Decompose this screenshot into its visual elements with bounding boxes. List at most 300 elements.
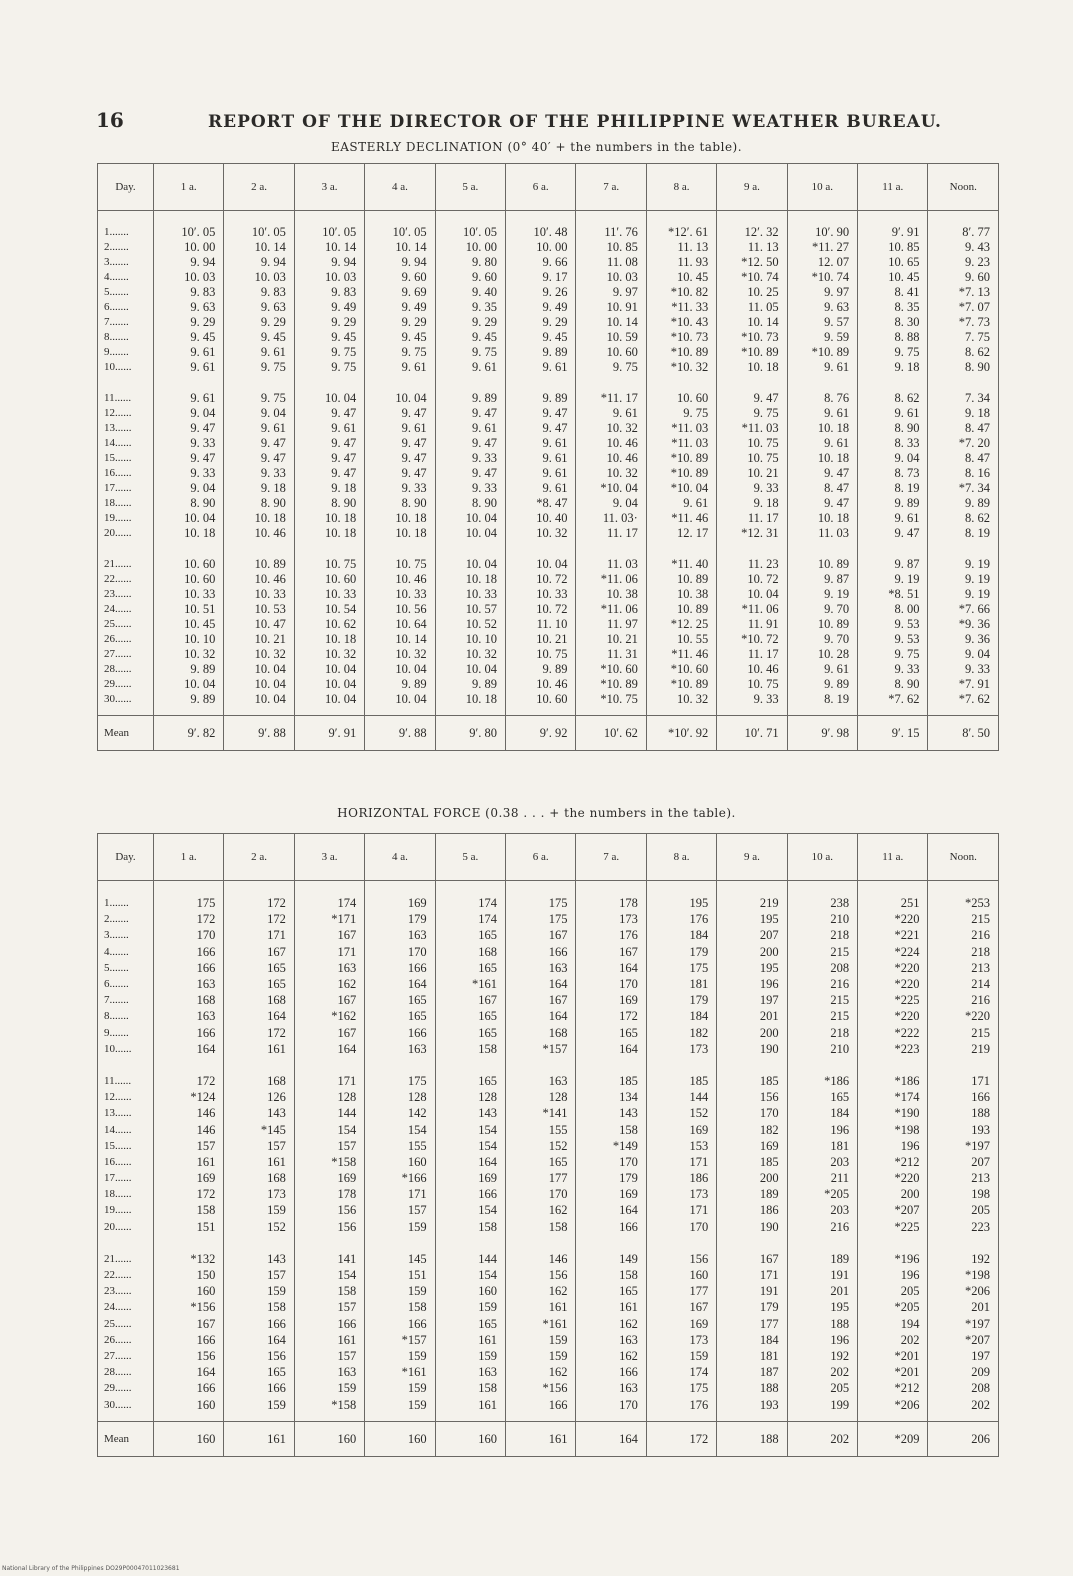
value-cell: 8. 76 (787, 375, 857, 406)
value-cell: 8. 19 (858, 481, 928, 496)
value-cell: 174 (435, 881, 505, 912)
value-cell: 164 (365, 976, 435, 992)
value-cell: 165 (224, 976, 294, 992)
value-cell: 169 (576, 1186, 646, 1202)
value-cell: 158 (435, 1380, 505, 1396)
value-cell: *10. 60 (646, 662, 716, 677)
value-cell: 181 (646, 976, 716, 992)
value-cell: 9. 83 (154, 285, 224, 300)
value-cell: 177 (506, 1170, 576, 1186)
value-cell: 10. 33 (224, 587, 294, 602)
value-cell: 174 (435, 911, 505, 927)
column-header-hour: 3 a. (294, 164, 364, 211)
value-cell: 164 (154, 1364, 224, 1380)
column-header-hour: 7 a. (576, 164, 646, 211)
value-cell: 181 (717, 1348, 787, 1364)
value-cell: 10. 04 (294, 692, 364, 716)
value-cell: 172 (224, 881, 294, 912)
column-header-hour: 9 a. (717, 834, 787, 881)
value-cell: 9. 47 (154, 421, 224, 436)
value-cell: 9. 61 (858, 511, 928, 526)
value-cell: 158 (506, 1219, 576, 1235)
value-cell: 10. 14 (717, 315, 787, 330)
value-cell: 202 (928, 1396, 999, 1421)
value-cell: 9. 19 (858, 572, 928, 587)
value-cell: 10. 33 (365, 587, 435, 602)
value-cell: 175 (365, 1057, 435, 1089)
value-cell: 10. 54 (294, 602, 364, 617)
value-cell: 9. 18 (928, 406, 999, 421)
value-cell: 166 (928, 1089, 999, 1105)
value-cell: 9. 89 (435, 677, 505, 692)
value-cell: 166 (365, 1025, 435, 1041)
day-cell: 29...... (98, 677, 154, 692)
table-row (98, 1316, 999, 1332)
value-cell: 162 (506, 1202, 576, 1218)
value-cell: 10. 52 (435, 617, 505, 632)
value-cell: 158 (576, 1267, 646, 1283)
value-cell: 10. 18 (435, 572, 505, 587)
value-cell: 9. 29 (154, 315, 224, 330)
value-cell: 10. 32 (365, 647, 435, 662)
value-cell: 163 (154, 976, 224, 992)
value-cell: 9. 47 (787, 496, 857, 511)
value-cell: *196 (858, 1235, 928, 1267)
value-cell: 196 (717, 976, 787, 992)
column-header-hour: 3 a. (294, 834, 364, 881)
value-cell: 11. 03· (576, 511, 646, 526)
value-cell: *10. 89 (717, 345, 787, 360)
value-cell: 9. 75 (858, 647, 928, 662)
day-cell: 3....... (98, 255, 154, 270)
value-cell: 128 (435, 1089, 505, 1105)
value-cell: 205 (787, 1380, 857, 1396)
value-cell: 9. 94 (224, 255, 294, 270)
footer-note: National Library of the Philippines DO29P00047011023681 (2, 1565, 180, 1572)
value-cell: 9. 49 (294, 300, 364, 315)
value-cell: 156 (224, 1348, 294, 1364)
value-cell: *11. 03 (646, 421, 716, 436)
value-cell: 9. 75 (224, 360, 294, 375)
value-cell: 163 (294, 1364, 364, 1380)
value-cell: 9. 04 (858, 451, 928, 466)
value-cell: 9. 33 (365, 481, 435, 496)
value-cell: 10. 00 (435, 240, 505, 255)
mean-value: 9′. 92 (506, 716, 576, 751)
value-cell: 9. 89 (435, 375, 505, 406)
value-cell: 195 (717, 911, 787, 927)
value-cell: 10. 04 (154, 677, 224, 692)
value-cell: 195 (717, 960, 787, 976)
value-cell: 10. 04 (294, 662, 364, 677)
value-cell: 158 (435, 1219, 505, 1235)
value-cell: 149 (576, 1235, 646, 1267)
value-cell: 9. 61 (506, 466, 576, 481)
value-cell: 170 (576, 976, 646, 992)
value-cell: 9. 83 (224, 285, 294, 300)
value-cell: 165 (224, 1364, 294, 1380)
value-cell: *7. 62 (858, 692, 928, 716)
mean-value: 8′. 50 (928, 716, 999, 751)
value-cell: 9. 47 (365, 406, 435, 421)
table-row (98, 1219, 999, 1235)
value-cell: 9. 47 (506, 421, 576, 436)
mean-value: 160 (365, 1421, 435, 1456)
value-cell: 162 (576, 1316, 646, 1332)
day-cell: 21...... (98, 541, 154, 572)
value-cell: 157 (224, 1267, 294, 1283)
value-cell: 9. 40 (435, 285, 505, 300)
mean-value: 172 (646, 1421, 716, 1456)
value-cell: 170 (646, 1219, 716, 1235)
day-cell: 1....... (98, 881, 154, 912)
value-cell: 9. 75 (294, 345, 364, 360)
value-cell: 169 (717, 1138, 787, 1154)
value-cell: 9. 33 (435, 481, 505, 496)
day-cell: 19...... (98, 1202, 154, 1218)
value-cell: 219 (928, 1041, 999, 1057)
value-cell: 9. 53 (858, 632, 928, 647)
value-cell: 10′. 90 (787, 211, 857, 241)
value-cell: 208 (787, 960, 857, 976)
value-cell: 188 (787, 1316, 857, 1332)
value-cell: 10. 62 (294, 617, 364, 632)
value-cell: *11. 46 (646, 511, 716, 526)
value-cell: 186 (717, 1202, 787, 1218)
value-cell: 10. 18 (787, 451, 857, 466)
table-row (98, 1380, 999, 1396)
value-cell: 9. 61 (858, 406, 928, 421)
value-cell: 178 (576, 881, 646, 912)
value-cell: *161 (435, 976, 505, 992)
value-cell: 11. 91 (717, 617, 787, 632)
value-cell: 172 (224, 911, 294, 927)
day-cell: 12...... (98, 406, 154, 421)
value-cell: 165 (435, 927, 505, 943)
day-cell: 17...... (98, 1170, 154, 1186)
table-row (98, 1170, 999, 1186)
column-header-hour: 1 a. (154, 164, 224, 211)
value-cell: 154 (365, 1121, 435, 1137)
table-row (98, 541, 999, 572)
value-cell: 9. 33 (717, 481, 787, 496)
value-cell: 161 (224, 1154, 294, 1170)
value-cell: 157 (294, 1348, 364, 1364)
mean-value: *10′. 92 (646, 716, 716, 751)
value-cell: 163 (576, 1332, 646, 1348)
value-cell: 167 (646, 1299, 716, 1315)
value-cell: 152 (224, 1219, 294, 1235)
value-cell: 9. 47 (224, 436, 294, 451)
horizontal-force-table (97, 833, 999, 1457)
value-cell: 192 (928, 1235, 999, 1267)
value-cell: 151 (154, 1219, 224, 1235)
value-cell: 165 (365, 992, 435, 1008)
mean-value: 202 (787, 1421, 857, 1456)
day-cell: 10...... (98, 1041, 154, 1057)
value-cell: 9. 61 (435, 360, 505, 375)
value-cell: 9. 19 (928, 587, 999, 602)
day-cell: 18...... (98, 1186, 154, 1202)
value-cell: 8. 16 (928, 466, 999, 481)
value-cell: 9. 70 (787, 632, 857, 647)
value-cell: 126 (224, 1089, 294, 1105)
day-cell: 14...... (98, 1121, 154, 1137)
value-cell: *10. 60 (576, 662, 646, 677)
value-cell: 10. 47 (224, 617, 294, 632)
value-cell: 146 (506, 1235, 576, 1267)
value-cell: 10. 04 (435, 526, 505, 541)
value-cell: 10. 57 (435, 602, 505, 617)
value-cell: 9. 61 (224, 421, 294, 436)
value-cell: 9. 97 (787, 285, 857, 300)
value-cell: 169 (154, 1170, 224, 1186)
value-cell: 218 (928, 944, 999, 960)
day-cell: 9....... (98, 345, 154, 360)
value-cell: 10. 33 (435, 587, 505, 602)
value-cell: 10. 14 (294, 240, 364, 255)
value-cell: *224 (858, 944, 928, 960)
value-cell: 9. 87 (787, 572, 857, 587)
value-cell: 10. 46 (506, 677, 576, 692)
mean-row (98, 1421, 999, 1456)
value-cell: 172 (224, 1025, 294, 1041)
value-cell: 9. 47 (435, 466, 505, 481)
value-cell: 9. 61 (506, 481, 576, 496)
value-cell: *162 (294, 1008, 364, 1024)
value-cell: 9. 33 (224, 466, 294, 481)
value-cell: 165 (506, 1154, 576, 1170)
table-row (98, 1121, 999, 1137)
value-cell: 9. 89 (506, 375, 576, 406)
day-cell: 25...... (98, 617, 154, 632)
value-cell: 10. 45 (154, 617, 224, 632)
value-cell: *10. 89 (787, 345, 857, 360)
day-cell: 4....... (98, 944, 154, 960)
value-cell: 175 (154, 881, 224, 912)
value-cell: 10. 14 (365, 632, 435, 647)
value-cell: 10. 33 (154, 587, 224, 602)
value-cell: 10. 33 (294, 587, 364, 602)
value-cell: 10. 21 (576, 632, 646, 647)
value-cell: 168 (224, 1170, 294, 1186)
value-cell: *157 (365, 1332, 435, 1348)
value-cell: 9. 47 (365, 436, 435, 451)
value-cell: 128 (506, 1089, 576, 1105)
value-cell: *12. 25 (646, 617, 716, 632)
value-cell: 159 (365, 1396, 435, 1421)
table-row (98, 436, 999, 451)
value-cell: 170 (717, 1105, 787, 1121)
value-cell: 10. 32 (154, 647, 224, 662)
value-cell: 216 (928, 992, 999, 1008)
value-cell: 10. 18 (294, 511, 364, 526)
value-cell: 167 (294, 992, 364, 1008)
table-row (98, 927, 999, 943)
value-cell: 154 (435, 1121, 505, 1137)
value-cell: 10′. 05 (154, 211, 224, 241)
value-cell: 185 (646, 1057, 716, 1089)
value-cell: 11. 03 (576, 541, 646, 572)
value-cell: 175 (646, 960, 716, 976)
value-cell: 8. 88 (858, 330, 928, 345)
declination-table (97, 163, 999, 751)
day-cell: 8....... (98, 330, 154, 345)
value-cell: *7. 13 (928, 285, 999, 300)
value-cell: 8. 90 (435, 496, 505, 511)
value-cell: *11. 17 (576, 375, 646, 406)
value-cell: 154 (435, 1138, 505, 1154)
value-cell: *205 (787, 1186, 857, 1202)
value-cell: 12. 17 (646, 526, 716, 541)
day-cell: 30...... (98, 1396, 154, 1421)
table-row (98, 466, 999, 481)
column-header-hour: 4 a. (365, 164, 435, 211)
value-cell: 146 (154, 1105, 224, 1121)
day-cell: 5....... (98, 960, 154, 976)
value-cell: *7. 66 (928, 602, 999, 617)
value-cell: 151 (365, 1267, 435, 1283)
value-cell: 159 (365, 1219, 435, 1235)
value-cell: 179 (576, 1170, 646, 1186)
value-cell: 179 (646, 944, 716, 960)
value-cell: 173 (646, 1186, 716, 1202)
column-header-hour: 11 a. (858, 834, 928, 881)
value-cell: 9. 45 (365, 330, 435, 345)
table-row (98, 285, 999, 300)
column-header-day: Day. (98, 164, 154, 211)
value-cell: *197 (928, 1316, 999, 1332)
value-cell: *220 (858, 911, 928, 927)
value-cell: 159 (506, 1332, 576, 1348)
value-cell: *141 (506, 1105, 576, 1121)
value-cell: 9. 33 (154, 436, 224, 451)
value-cell: 166 (506, 1396, 576, 1421)
value-cell: 9. 19 (928, 541, 999, 572)
value-cell: 9. 89 (928, 496, 999, 511)
value-cell: 10. 04 (435, 662, 505, 677)
value-cell: 218 (787, 1025, 857, 1041)
value-cell: 10. 04 (294, 677, 364, 692)
value-cell: 157 (154, 1138, 224, 1154)
value-cell: 189 (717, 1186, 787, 1202)
value-cell: 9. 89 (154, 692, 224, 716)
value-cell: 11. 17 (576, 526, 646, 541)
value-cell: 10. 45 (646, 270, 716, 285)
value-cell: 168 (154, 992, 224, 1008)
value-cell: 11. 03 (787, 526, 857, 541)
value-cell: *225 (858, 992, 928, 1008)
value-cell: 10. 38 (576, 587, 646, 602)
value-cell: *205 (858, 1299, 928, 1315)
value-cell: 152 (646, 1105, 716, 1121)
value-cell: 154 (294, 1267, 364, 1283)
value-cell: 196 (858, 1138, 928, 1154)
value-cell: 9. 35 (435, 300, 505, 315)
value-cell: 10. 00 (506, 240, 576, 255)
value-cell: 9. 47 (154, 451, 224, 466)
value-cell: 165 (365, 1008, 435, 1024)
value-cell: 10. 40 (506, 511, 576, 526)
value-cell: 9. 61 (787, 662, 857, 677)
value-cell: *7. 34 (928, 481, 999, 496)
value-cell: *225 (858, 1219, 928, 1235)
value-cell: 10. 85 (576, 240, 646, 255)
value-cell: 9. 75 (224, 375, 294, 406)
value-cell: 10. 75 (365, 541, 435, 572)
value-cell: 156 (506, 1267, 576, 1283)
value-cell: 11′. 76 (576, 211, 646, 241)
value-cell: 10. 04 (224, 692, 294, 716)
value-cell: 8. 35 (858, 300, 928, 315)
value-cell: 152 (506, 1138, 576, 1154)
value-cell: 216 (787, 1219, 857, 1235)
table-row (98, 617, 999, 632)
value-cell: 10. 46 (365, 572, 435, 587)
value-cell: 10. 04 (365, 375, 435, 406)
value-cell: *158 (294, 1154, 364, 1170)
day-cell: 15...... (98, 451, 154, 466)
value-cell: 159 (365, 1380, 435, 1396)
value-cell: 201 (928, 1299, 999, 1315)
table-row (98, 1089, 999, 1105)
value-cell: 210 (787, 911, 857, 927)
value-cell: 167 (506, 992, 576, 1008)
value-cell: 181 (787, 1138, 857, 1154)
mean-value: 9′. 15 (858, 716, 928, 751)
value-cell: 9. 47 (787, 466, 857, 481)
declination-section-title: EASTERLY DECLINATION (0° 40′ + the numbers in the table). (330, 140, 743, 154)
value-cell: 8. 62 (928, 511, 999, 526)
value-cell: 9. 33 (154, 466, 224, 481)
value-cell: 170 (576, 1396, 646, 1421)
value-cell: 9. 19 (787, 587, 857, 602)
value-cell: 172 (576, 1008, 646, 1024)
column-header-hour: Noon. (928, 834, 999, 881)
value-cell: 166 (506, 944, 576, 960)
value-cell: 9. 61 (365, 360, 435, 375)
value-cell: 9. 75 (576, 360, 646, 375)
value-cell: *10. 04 (646, 481, 716, 496)
value-cell: 9. 33 (858, 662, 928, 677)
value-cell: 9. 47 (294, 406, 364, 421)
value-cell: 165 (435, 1008, 505, 1024)
value-cell: 203 (787, 1154, 857, 1170)
value-cell: 10′. 48 (506, 211, 576, 241)
day-cell: 17...... (98, 481, 154, 496)
value-cell: 169 (435, 1170, 505, 1186)
mean-value: 9′. 98 (787, 716, 857, 751)
value-cell: 171 (928, 1057, 999, 1089)
value-cell: 10. 59 (576, 330, 646, 345)
value-cell: 196 (858, 1267, 928, 1283)
value-cell: 168 (224, 1057, 294, 1089)
value-cell: 10. 60 (506, 692, 576, 716)
value-cell: 9. 04 (576, 496, 646, 511)
value-cell: *161 (365, 1364, 435, 1380)
value-cell: 168 (435, 944, 505, 960)
value-cell: 9. 75 (435, 345, 505, 360)
value-cell: 163 (576, 1380, 646, 1396)
value-cell: 159 (435, 1348, 505, 1364)
value-cell: 10. 46 (224, 526, 294, 541)
day-cell: 29...... (98, 1380, 154, 1396)
value-cell: *11. 46 (646, 647, 716, 662)
value-cell: 238 (787, 881, 857, 912)
value-cell: 202 (787, 1364, 857, 1380)
value-cell: 8. 19 (928, 526, 999, 541)
value-cell: *10. 89 (646, 451, 716, 466)
